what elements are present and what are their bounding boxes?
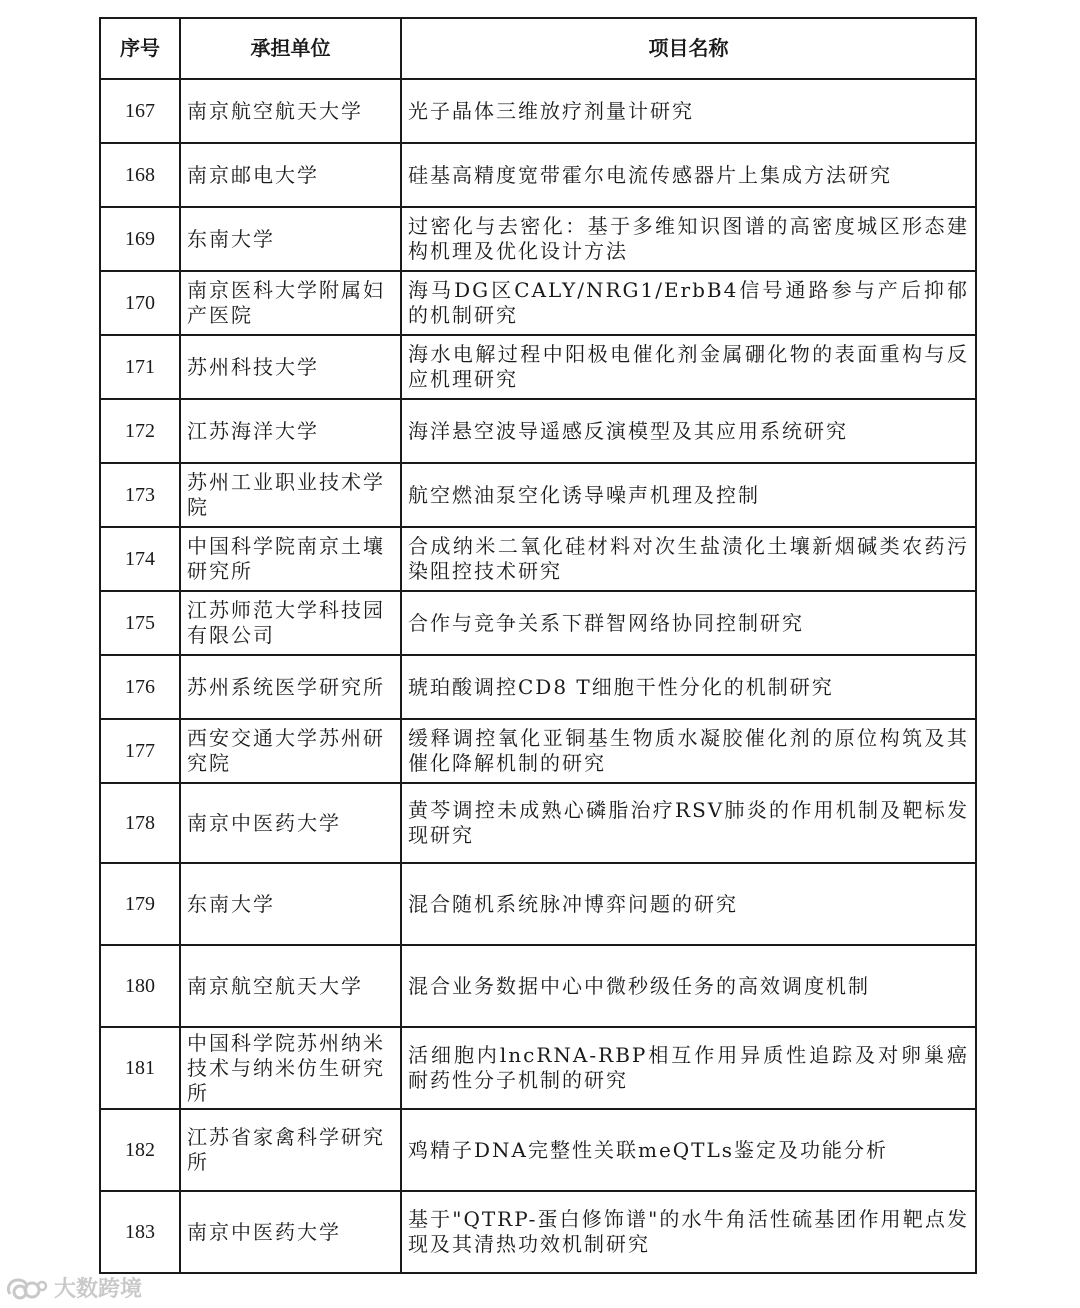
table-row xyxy=(100,783,976,863)
row-project-name: 海马DG区CALY/NRG1/ErbB4信号通路参与产后抑郁的机制研究 xyxy=(401,271,976,335)
row-project-name: 缓释调控氧化亚铜基生物质水凝胶催化剂的原位构筑及其催化降解机制的研究 xyxy=(401,719,976,783)
row-project-name: 合作与竞争关系下群智网络协同控制研究 xyxy=(401,591,976,655)
table-row xyxy=(100,945,976,1027)
row-unit: 江苏师范大学科技园有限公司 xyxy=(180,591,401,655)
row-project-name: 黄芩调控未成熟心磷脂治疗RSV肺炎的作用机制及靶标发现研究 xyxy=(401,783,976,863)
row-number: 167 xyxy=(100,79,180,143)
row-number: 172 xyxy=(100,399,180,463)
row-unit: 南京中医药大学 xyxy=(180,783,401,863)
table-row xyxy=(100,79,976,143)
table-body xyxy=(100,79,976,1273)
row-project-name: 光子晶体三维放疗剂量计研究 xyxy=(401,79,976,143)
table-row xyxy=(100,271,976,335)
row-unit: 南京中医药大学 xyxy=(180,1191,401,1273)
row-project-name: 航空燃油泵空化诱导噪声机理及控制 xyxy=(401,463,976,527)
row-number: 173 xyxy=(100,463,180,527)
row-project-name: 琥珀酸调控CD8 T细胞干性分化的机制研究 xyxy=(401,655,976,719)
row-project-name: 海水电解过程中阳极电催化剂金属硼化物的表面重构与反应机理研究 xyxy=(401,335,976,399)
header-number: 序号 xyxy=(100,18,180,79)
row-unit: 西安交通大学苏州研究院 xyxy=(180,719,401,783)
table-row xyxy=(100,335,976,399)
table-row xyxy=(100,399,976,463)
row-project-name: 硅基高精度宽带霍尔电流传感器片上集成方法研究 xyxy=(401,143,976,207)
row-unit: 苏州工业职业技术学院 xyxy=(180,463,401,527)
project-table xyxy=(99,17,977,1274)
table-header-row xyxy=(100,18,976,79)
weibo-logo-icon xyxy=(4,1274,48,1302)
header-unit: 承担单位 xyxy=(180,18,401,79)
row-number: 177 xyxy=(100,719,180,783)
row-number: 171 xyxy=(100,335,180,399)
row-number: 182 xyxy=(100,1109,180,1191)
row-number: 176 xyxy=(100,655,180,719)
row-project-name: 鸡精子DNA完整性关联meQTLs鉴定及功能分析 xyxy=(401,1109,976,1191)
table-row xyxy=(100,1191,976,1273)
table-row xyxy=(100,719,976,783)
row-number: 168 xyxy=(100,143,180,207)
row-number: 183 xyxy=(100,1191,180,1273)
table-row xyxy=(100,207,976,271)
row-unit: 南京航空航天大学 xyxy=(180,945,401,1027)
row-unit: 江苏省家禽科学研究所 xyxy=(180,1109,401,1191)
row-unit: 江苏海洋大学 xyxy=(180,399,401,463)
row-project-name: 基于"QTRP-蛋白修饰谱"的水牛角活性硫基团作用靶点发现及其清热功效机制研究 xyxy=(401,1191,976,1273)
row-number: 180 xyxy=(100,945,180,1027)
row-unit: 苏州系统医学研究所 xyxy=(180,655,401,719)
table-row xyxy=(100,655,976,719)
table-row xyxy=(100,143,976,207)
row-number: 181 xyxy=(100,1027,180,1109)
table-row xyxy=(100,463,976,527)
table-row xyxy=(100,591,976,655)
table-row xyxy=(100,1109,976,1191)
table-row xyxy=(100,527,976,591)
header-project-name: 项目名称 xyxy=(401,18,976,79)
row-unit: 中国科学院南京土壤研究所 xyxy=(180,527,401,591)
row-number: 170 xyxy=(100,271,180,335)
row-project-name: 活细胞内lncRNA-RBP相互作用异质性追踪及对卵巢癌耐药性分子机制的研究 xyxy=(401,1027,976,1109)
watermark xyxy=(4,1272,142,1303)
row-number: 178 xyxy=(100,783,180,863)
row-unit: 南京邮电大学 xyxy=(180,143,401,207)
row-number: 174 xyxy=(100,527,180,591)
row-project-name: 合成纳米二氧化硅材料对次生盐渍化土壤新烟碱类农药污染阻控技术研究 xyxy=(401,527,976,591)
row-project-name: 海洋悬空波导遥感反演模型及其应用系统研究 xyxy=(401,399,976,463)
row-project-name: 混合业务数据中心中微秒级任务的高效调度机制 xyxy=(401,945,976,1027)
row-unit: 东南大学 xyxy=(180,207,401,271)
row-project-name: 混合随机系统脉冲博弈问题的研究 xyxy=(401,863,976,945)
row-number: 179 xyxy=(100,863,180,945)
row-number: 169 xyxy=(100,207,180,271)
row-unit: 南京医科大学附属妇产医院 xyxy=(180,271,401,335)
row-unit: 苏州科技大学 xyxy=(180,335,401,399)
row-unit: 中国科学院苏州纳米技术与纳米仿生研究所 xyxy=(180,1027,401,1109)
row-unit: 东南大学 xyxy=(180,863,401,945)
row-number: 175 xyxy=(100,591,180,655)
row-project-name: 过密化与去密化：基于多维知识图谱的高密度城区形态建构机理及优化设计方法 xyxy=(401,207,976,271)
table-row xyxy=(100,1027,976,1109)
row-unit: 南京航空航天大学 xyxy=(180,79,401,143)
table-row xyxy=(100,863,976,945)
watermark-text: 大数跨境 xyxy=(54,1277,143,1302)
